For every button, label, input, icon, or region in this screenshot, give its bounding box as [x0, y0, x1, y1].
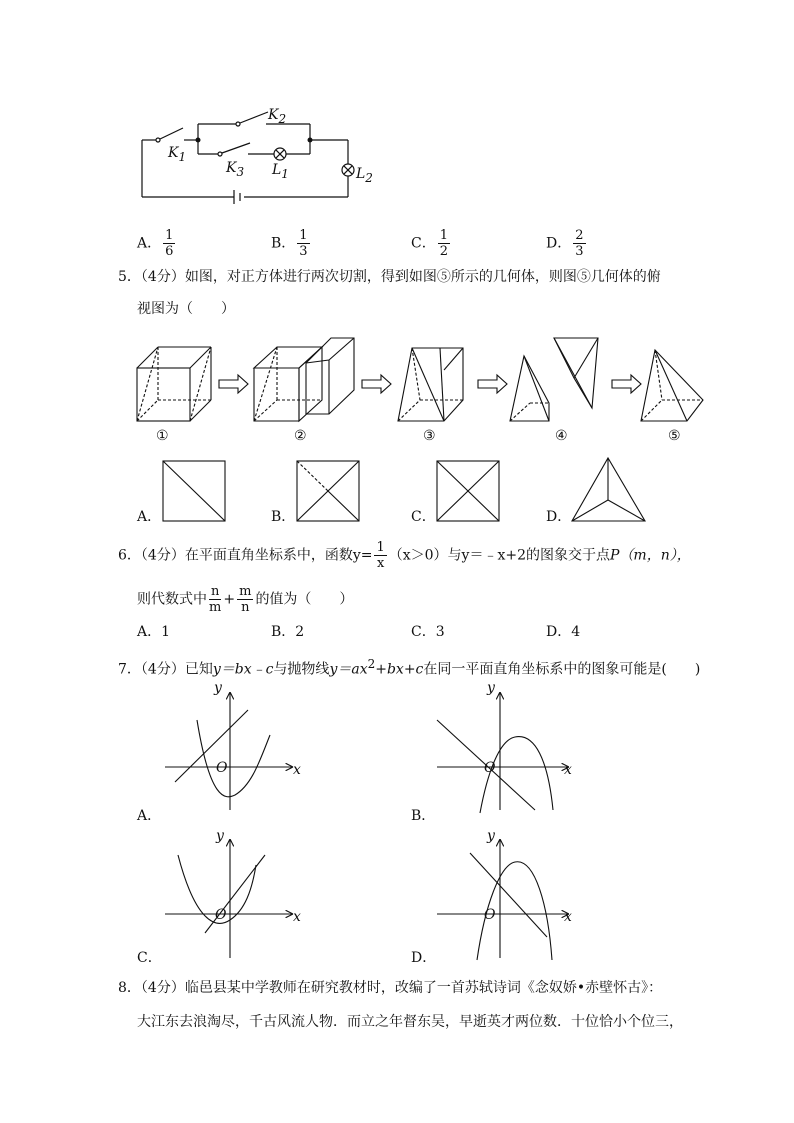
label-k3: $K_3$	[226, 160, 245, 179]
q5-figure-label-1: ①	[156, 428, 169, 444]
q7-graphs	[0, 675, 794, 965]
q7-option-a[interactable]: A．	[137, 808, 162, 824]
q5-cube-sequence	[0, 330, 794, 430]
label-k1: $K_1$	[168, 145, 187, 164]
q6-option-a[interactable]: A．1	[137, 624, 171, 640]
label-k2: $K_2$	[268, 107, 287, 126]
q5-figure-label-3: ③	[423, 428, 436, 444]
q5-option-figures	[0, 458, 794, 528]
q5-figure-label-4: ④	[555, 428, 568, 444]
q6-option-b[interactable]: B．2	[271, 624, 305, 640]
q4-option-c[interactable]: C． $\frac{1}{2}$	[411, 228, 448, 259]
q7-stem: 7．（4分）已知y＝bx﹣c与抛物线$y=ax^2+bx+c$在同一平面直角坐标系中的图象可能是( )	[118, 657, 701, 678]
q7-option-b[interactable]: B．	[411, 808, 436, 824]
q5-option-a[interactable]: A．	[137, 509, 162, 525]
q4-option-d[interactable]: D． $\frac{2}{3}$	[546, 228, 584, 259]
graph-d-x-label: x	[564, 909, 572, 925]
q5-option-d[interactable]: D．	[546, 509, 572, 525]
q5-option-c[interactable]: C．	[411, 509, 436, 525]
graph-b-x-label: x	[564, 762, 572, 778]
q6-option-d[interactable]: D．4	[546, 624, 581, 640]
q7-option-c[interactable]: C．	[137, 950, 162, 966]
q6-stem-line1: 6．（4分）在平面直角坐标系中，函数y= $\frac{1}{x}$ （x＞0）与y＝﹣x+2的图象交于点P（m，n），	[118, 540, 691, 571]
q5-stem-line2: 视图为（ ）	[137, 301, 235, 317]
graph-b-origin: O	[484, 760, 496, 776]
q7-option-d[interactable]: D．	[411, 950, 437, 966]
q4-option-b[interactable]: B． $\frac{1}{3}$	[271, 228, 308, 259]
graph-a-x-label: x	[293, 762, 301, 778]
label-l1: $L_1$	[272, 162, 289, 181]
q6-stem-line2: 则代数式中 $\frac{n}{m}$ + $\frac{m}{n}$ 的值为（ ）	[137, 584, 354, 615]
graph-d-y-label: y	[487, 828, 495, 844]
q4-option-a[interactable]: A． $\frac{1}{6}$	[137, 228, 174, 259]
label-l2: $L_2$	[356, 166, 373, 185]
graph-d-origin: O	[484, 907, 496, 923]
graph-c-x-label: x	[293, 909, 301, 925]
circuit-drawing	[0, 0, 794, 220]
graph-a-y-label: y	[214, 680, 222, 696]
q6-option-c[interactable]: C．3	[411, 624, 445, 640]
graph-b-y-label: y	[487, 680, 495, 696]
q5-stem-line1: 5．（4分）如图，对正方体进行两次切割，得到如图⑤所示的几何体，则图⑤几何体的俯	[118, 269, 661, 285]
q5-figure-label-5: ⑤	[668, 428, 681, 444]
q5-option-b[interactable]: B．	[271, 509, 296, 525]
graph-c-y-label: y	[216, 828, 224, 844]
q5-figure-label-2: ②	[294, 428, 307, 444]
graph-a-origin: O	[216, 760, 228, 776]
q8-stem-line2: 大江东去浪淘尽，千古风流人物．而立之年督东吴，早逝英才两位数．十位恰小个位三，	[137, 1014, 683, 1030]
graph-c-origin: O	[215, 907, 227, 923]
q8-stem-line1: 8．（4分）临邑县某中学教师在研究教材时，改编了一首苏轼诗词《念奴娇•赤壁怀古》：	[118, 980, 663, 996]
